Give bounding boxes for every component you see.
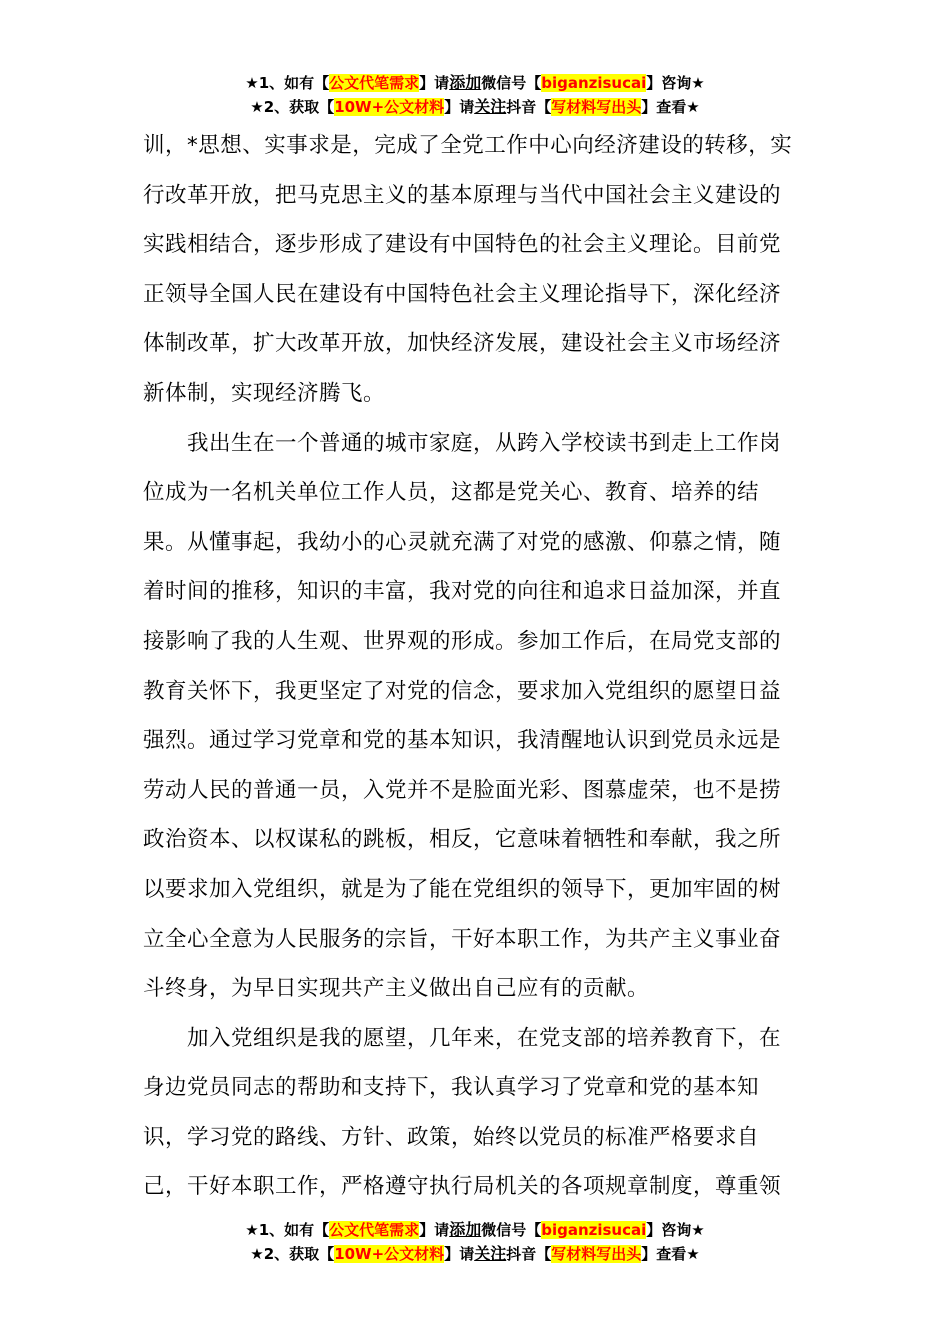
banner-line-2 [0,95,950,119]
banner-emphasis: 关注 [474,1244,507,1263]
banner-line-2 [0,1242,950,1266]
banner-text: 】咨询★ [646,1221,705,1239]
banner-highlight: biganzisucai [541,74,647,92]
body-line: 果。从懂事起，我幼小的心灵就充满了对党的感激、仰慕之情，随 [143,529,782,555]
banner-text: 】请 [444,1245,475,1263]
banner-highlight: 写材料写出头 [551,1245,642,1263]
banner-text: 微信号【 [481,1221,542,1239]
banner-highlight: 10W+公文材料 [334,1245,445,1263]
document-body [143,121,803,1212]
banner-text: 】请 [419,74,450,92]
body-line: 身边党员同志的帮助和支持下，我认真学习了党章和党的基本知 [143,1075,760,1101]
body-line: 新体制，实现经济腾飞。 [143,380,386,406]
banner-text: ★2、获取【 [250,1245,335,1263]
banner-highlight: 写材料写出头 [551,98,642,116]
banner-text: 微信号【 [481,74,542,92]
body-line: 斗终身，为早日实现共产主义做出自己应有的贡献。 [143,976,650,1002]
banner-text: 】请 [419,1221,450,1239]
body-line: 政治资本、以权谋私的跳板，相反，它意味着牺牲和奉献，我之所 [143,827,782,853]
paragraph-start-line: 我出生在一个普通的城市家庭，从跨入学校读书到走上工作岗 [187,430,782,456]
banner-text: 】查看★ [641,98,700,116]
body-line: 立全心全意为人民服务的宗旨，干好本职工作，为共产主义事业奋 [143,926,782,952]
body-line: 着时间的推移，知识的丰富，我对党的向往和追求日益加深，并直 [143,579,782,605]
body-line: 以要求加入党组织，就是为了能在党组织的领导下，更加牢固的树 [143,876,782,902]
body-line: 位成为一名机关单位工作人员，这都是党关心、教育、培养的结 [143,480,760,506]
banner-text: 】请 [444,98,475,116]
header-banner [0,71,950,119]
banner-text: 抖音【 [506,98,552,116]
banner-emphasis: 添加 [449,73,482,92]
banner-highlight: 公文代笔需求 [329,74,420,92]
banner-text: 】咨询★ [646,74,705,92]
paragraph-start-line: 加入党组织是我的愿望，几年来，在党支部的培养教育下，在 [187,1025,782,1051]
banner-text: ★2、获取【 [250,98,335,116]
body-line: 行改革开放，把马克思主义的基本原理与当代中国社会主义建设的 [143,182,782,208]
banner-line-1 [0,1218,950,1242]
body-line: 正领导全国人民在建设有中国特色社会主义理论指导下，深化经济 [143,281,782,307]
banner-highlight: biganzisucai [541,1221,647,1239]
footer-banner [0,1218,950,1266]
banner-emphasis: 关注 [474,97,507,116]
banner-text: 抖音【 [506,1245,552,1263]
banner-line-1 [0,71,950,95]
banner-emphasis: 添加 [449,1220,482,1239]
body-line: 己，干好本职工作，严格遵守执行局机关的各项规章制度，尊重领 [143,1174,782,1200]
body-line: 劳动人民的普通一员，入党并不是脸面光彩、图慕虚荣，也不是捞 [143,777,782,803]
banner-text: 】查看★ [641,1245,700,1263]
banner-highlight: 10W+公文材料 [334,98,445,116]
body-line: 强烈。通过学习党章和党的基本知识，我清醒地认识到党员永远是 [143,728,782,754]
body-line: 体制改革，扩大改革开放，加快经济发展，建设社会主义市场经济 [143,331,782,357]
body-line: 实践相结合，逐步形成了建设有中国特色的社会主义理论。目前党 [143,232,782,258]
body-line: 接影响了我的人生观、世界观的形成。参加工作后，在局党支部的 [143,628,782,654]
body-line: 识，学习党的路线、方针、政策，始终以党员的标准严格要求自 [143,1124,760,1150]
banner-highlight: 公文代笔需求 [329,1221,420,1239]
body-line: 教育关怀下，我更坚定了对党的信念，要求加入党组织的愿望日益 [143,678,782,704]
body-line: 训，*思想、实事求是，完成了全党工作中心向经济建设的转移，实 [143,133,793,158]
banner-text: ★1、如有【 [245,1221,330,1239]
banner-text: ★1、如有【 [245,74,330,92]
